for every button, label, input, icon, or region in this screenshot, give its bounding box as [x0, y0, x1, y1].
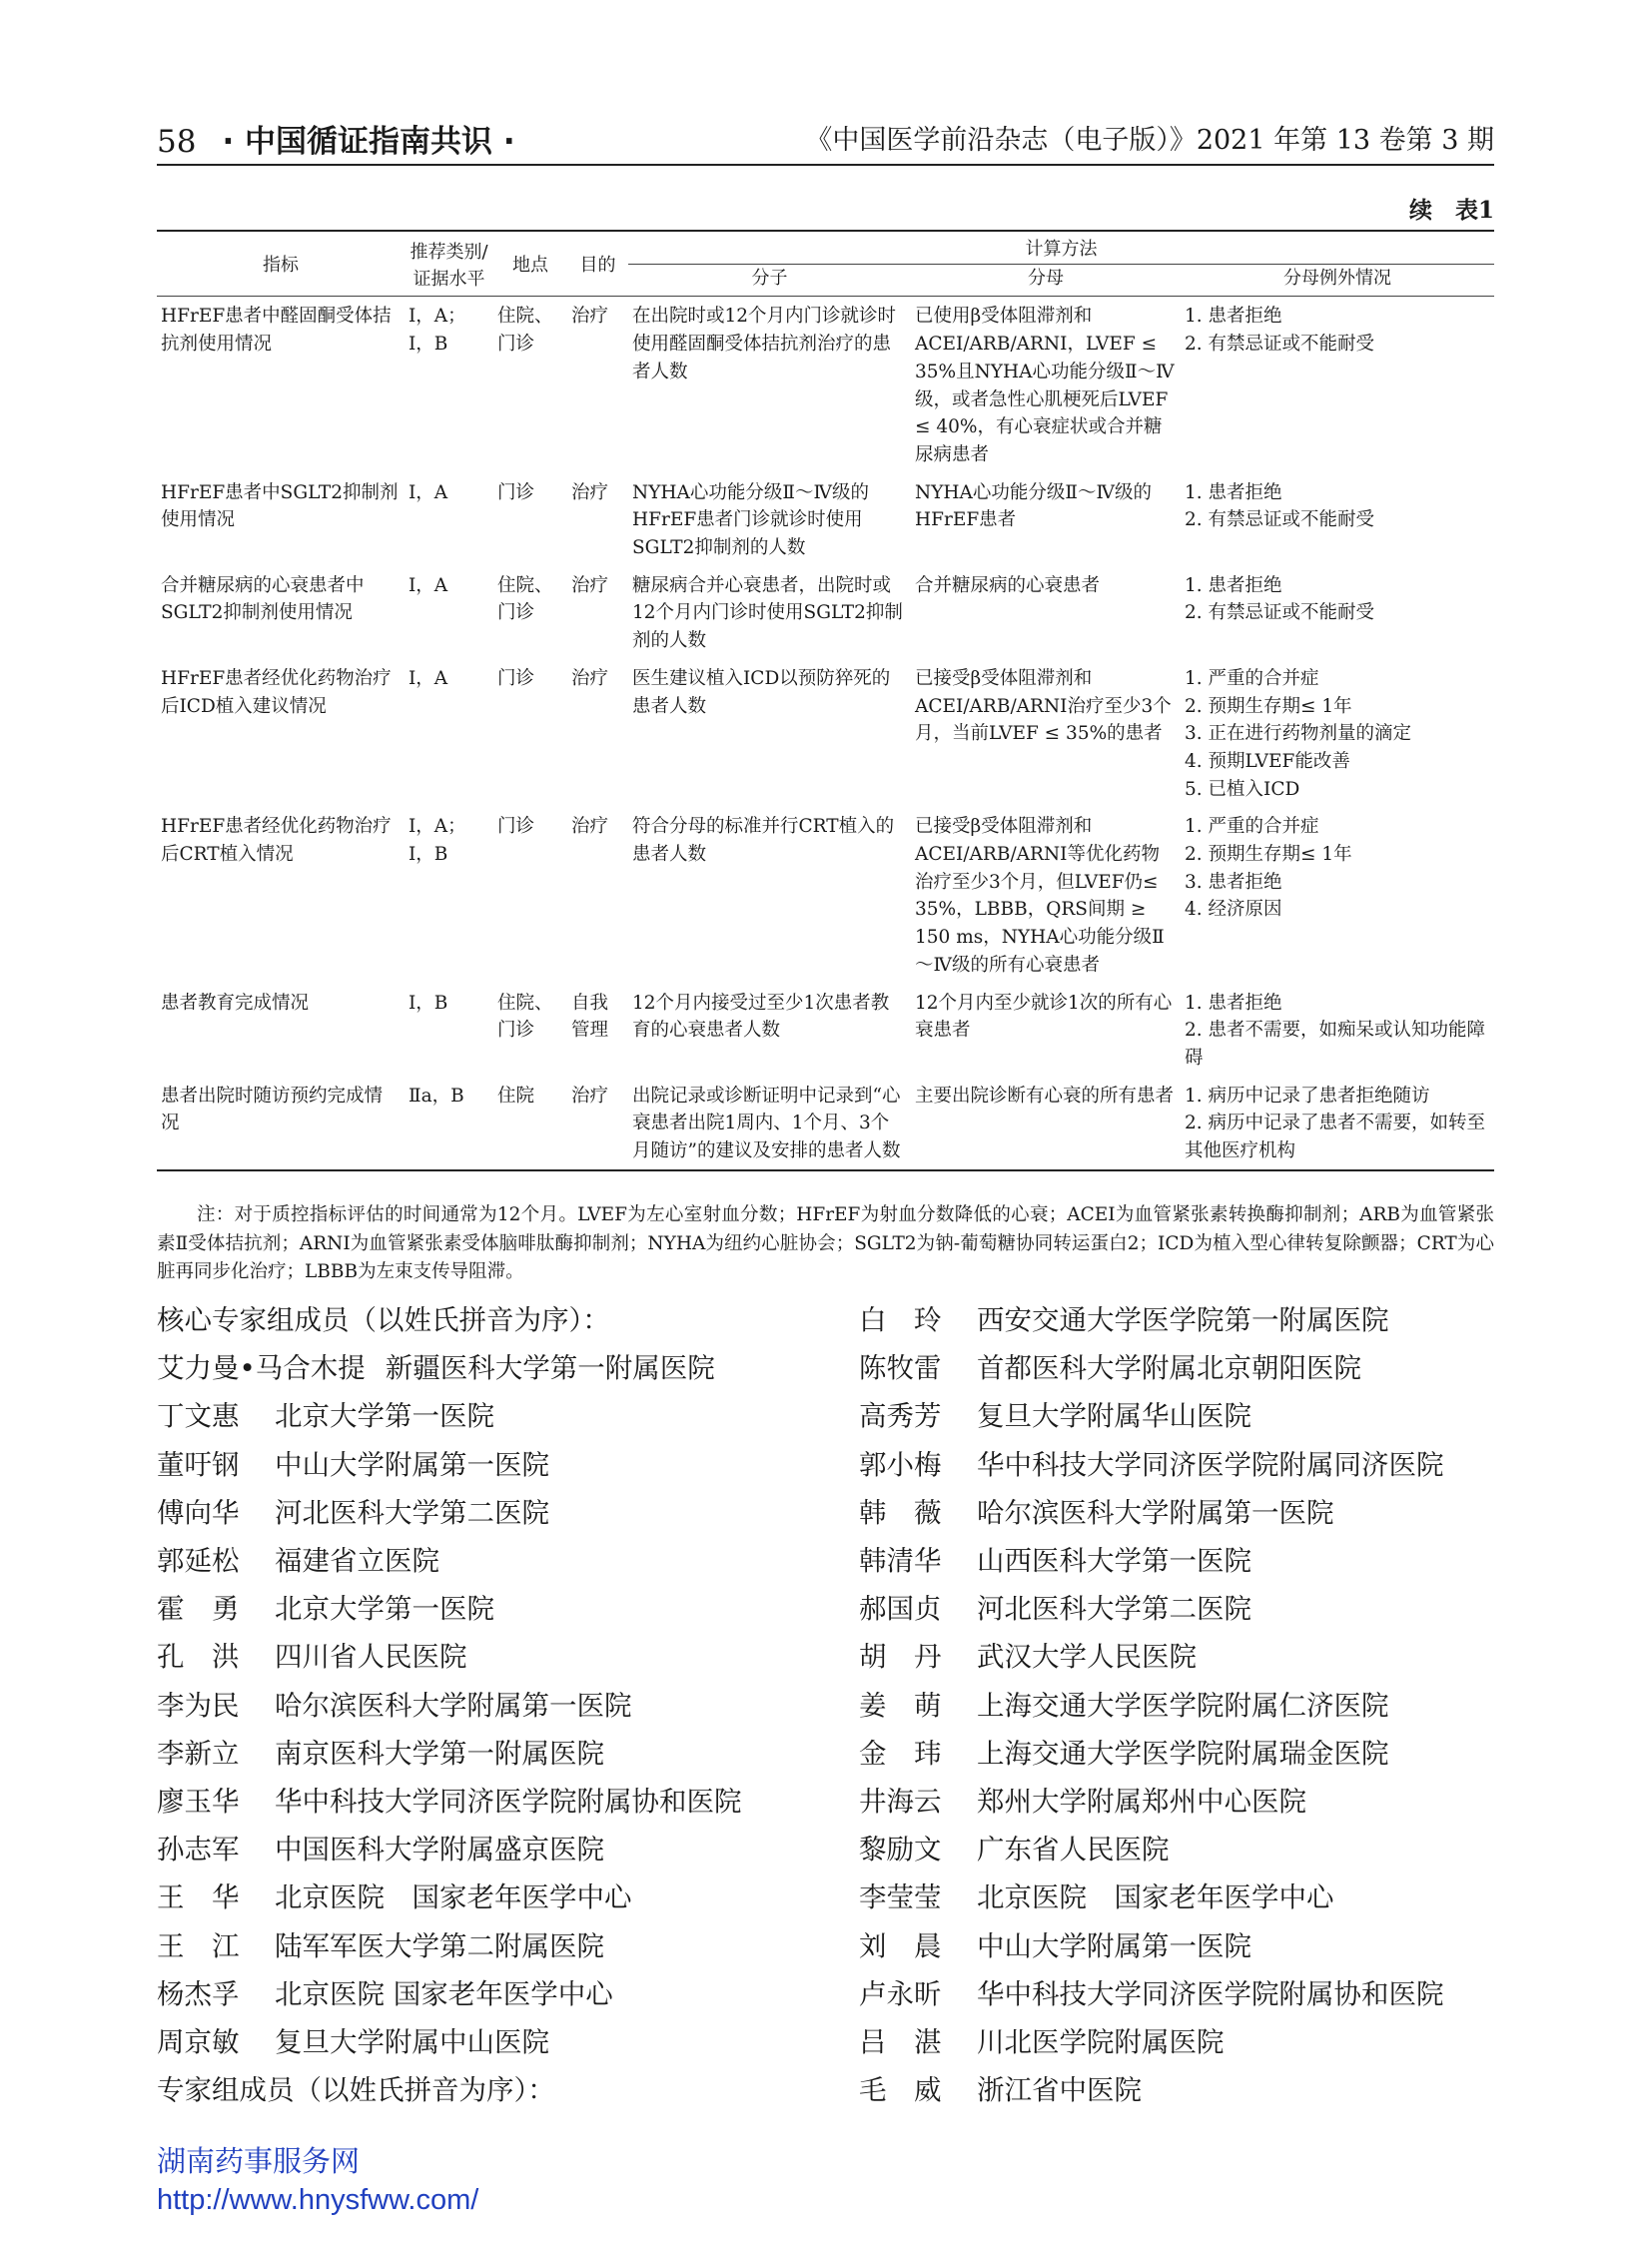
expert-organization: 首都医科大学附属北京朝阳医院 — [977, 1352, 1361, 1385]
cell-purpose: 治疗 — [571, 816, 609, 838]
cell-denominator: 12个月内至少就诊1次的所有心衰患者 — [915, 992, 1173, 1042]
journal-citation: 《中国医学前沿杂志（电子版）》2021 年第 13 卷第 3 期 — [805, 125, 1494, 156]
expert-name: 孙志军 — [157, 1834, 240, 1867]
cell-location: 门诊 — [497, 816, 535, 838]
cell-recommendation: Ⅰ，A — [409, 667, 448, 689]
cell-numerator: 在出院时或12个月内门诊就诊时使用醛固酮受体拮抗剂治疗的患者人数 — [632, 306, 897, 382]
expert-organization: 浙江省中医院 — [977, 2074, 1142, 2107]
expert-name: 王 江 — [157, 1929, 240, 1962]
exception-item: 2. 预期生存期≤ 1年 — [1185, 844, 1352, 866]
exception-item: 1. 患者拒绝 — [1185, 306, 1282, 328]
expert-name: 韩 薇 — [859, 1496, 942, 1529]
expert-entry — [157, 1392, 836, 1440]
exception-item: 5. 已植入ICD — [1185, 778, 1300, 800]
expert-name: 姜 萌 — [859, 1689, 942, 1722]
cell-location: 门诊 — [497, 481, 535, 503]
cell-location: 住院、门诊 — [497, 306, 553, 356]
quality-indicator-table — [157, 230, 1494, 1171]
expert-organization: 四川省人民医院 — [275, 1641, 467, 1674]
expert-name: 董吁钢 — [157, 1448, 240, 1481]
cell-denominator: 已使用β受体阻滞剂和ACEI/ARB/ARNI，LVEF ≤ 35%且NYHA心功能分级Ⅱ～Ⅳ级，或者急性心肌梗死后LVEF ≤ 40%，有心衰症状或合并糖尿病患者 — [915, 306, 1175, 465]
exception-item: 3. 正在进行药物剂量的滴定 — [1185, 723, 1412, 745]
exception-item: 1. 严重的合并症 — [1185, 816, 1319, 838]
expert-name: 周京敏 — [157, 2026, 240, 2059]
cell-exceptions — [1181, 566, 1494, 659]
expert-entry — [157, 1537, 836, 1585]
expert-organization: 西安交通大学医学院第一附属医院 — [977, 1304, 1389, 1336]
expert-column-left — [157, 1296, 836, 2114]
expert-entry — [859, 1344, 1558, 1392]
expert-entry — [859, 1296, 1558, 1344]
expert-name: 杨杰孚 — [157, 1977, 240, 2010]
table-row — [157, 566, 1494, 659]
expert-entry — [859, 1682, 1558, 1730]
expert-organization: 中国医科大学附属盛京医院 — [275, 1834, 604, 1867]
expert-name: 胡 丹 — [859, 1641, 942, 1674]
cell-purpose: 治疗 — [571, 1085, 609, 1107]
cell-indicator: HFrEF患者经优化药物治疗后CRT植入情况 — [161, 816, 392, 866]
expert-organization: 山西医科大学第一医院 — [977, 1545, 1251, 1578]
expert-organization: 福建省立医院 — [275, 1545, 439, 1578]
expert-name: 高秀芳 — [859, 1400, 942, 1433]
expert-name: 韩清华 — [859, 1545, 942, 1578]
cell-indicator: HFrEF患者中SGLT2抑制剂使用情况 — [161, 481, 399, 531]
table-row — [157, 984, 1494, 1077]
table-row — [157, 1077, 1494, 1170]
cell-denominator: 合并糖尿病的心衰患者 — [915, 574, 1101, 596]
cell-indicator: HFrEF患者中醛固酮受体拮抗剂使用情况 — [161, 306, 392, 356]
expert-organization: 中山大学附属第一医院 — [275, 1448, 549, 1481]
cell-recommendation: Ⅰ，A — [409, 574, 448, 596]
watermark — [157, 2143, 478, 2219]
experts-heading: 专家组成员（以姓氏拼音为序）： — [157, 2074, 555, 2107]
exception-item: 2. 预期生存期≤ 1年 — [1185, 695, 1352, 717]
expert-organization: 南京医科大学第一附属医院 — [275, 1737, 604, 1770]
cell-exceptions — [1181, 473, 1494, 566]
expert-entry — [859, 1922, 1558, 1970]
cell-recommendation: Ⅱa，B — [409, 1085, 464, 1107]
expert-entry — [859, 1489, 1558, 1537]
expert-name: 黎励文 — [859, 1834, 942, 1867]
exception-item: 1. 患者拒绝 — [1185, 992, 1282, 1014]
cell-exceptions — [1181, 659, 1494, 808]
expert-entry — [157, 2018, 836, 2066]
expert-organization: 上海交通大学医学院附属瑞金医院 — [977, 1737, 1389, 1770]
expert-name: 廖玉华 — [157, 1786, 240, 1819]
expert-entry — [859, 1826, 1558, 1873]
expert-organization: 北京大学第一医院 — [275, 1593, 494, 1626]
expert-name: 陈牧雷 — [859, 1352, 942, 1385]
expert-organization: 复旦大学附属中山医院 — [275, 2026, 549, 2059]
expert-entry — [859, 1730, 1558, 1778]
expert-name: 李莹莹 — [859, 1881, 942, 1914]
expert-name: 霍 勇 — [157, 1593, 240, 1626]
expert-name: 孔 洪 — [157, 1641, 240, 1674]
cell-numerator: 符合分母的标准并行CRT植入的患者人数 — [632, 816, 895, 866]
expert-entry — [157, 1778, 836, 1826]
expert-organization: 北京医院 国家老年医学中心 — [977, 1881, 1334, 1914]
header-left — [157, 116, 515, 161]
watermark-url: http://www.hnysfww.com/ — [157, 2184, 479, 2216]
expert-organization: 华中科技大学同济医学院附属同济医院 — [977, 1448, 1444, 1481]
cell-numerator: NYHA心功能分级Ⅱ～Ⅳ级的HFrEF患者门诊就诊时使用SGLT2抑制剂的人数 — [632, 481, 869, 559]
running-header — [157, 104, 1494, 166]
cell-recommendation: Ⅰ，A — [409, 481, 448, 503]
header-numerator: 分子 — [751, 267, 788, 289]
watermark-site-name: 湖南药事服务网 — [157, 2146, 361, 2178]
expert-entry — [157, 1585, 836, 1633]
expert-entry — [859, 2066, 1558, 2114]
table-note: 注：对于质控指标评估的时间通常为12个月。LVEF为左心室射血分数；HFrEF为射血分数降低的心衰；ACEI为血管紧张素转换酶抑制剂；ARB为血管紧张素Ⅱ受体拮抗剂；ARNI为血管紧张素受体脑啡肽酶抑制剂；NYHA为纽约心脏协会；SGLT2为钠-葡萄糖协同转运蛋白2；ICD为植入型心律转复除颤器；CRT为心脏再同步化治疗；LBBB为左束支传导阻滞。 — [157, 1204, 1494, 1282]
expert-entry — [859, 1441, 1558, 1489]
exception-item: 2. 病历中记录了患者不需要，如转至其他医疗机构 — [1185, 1113, 1486, 1162]
expert-organization: 北京医院 国家老年医学中心 — [275, 1881, 632, 1914]
expert-name: 郭小梅 — [859, 1448, 942, 1481]
cell-exceptions — [1181, 807, 1494, 983]
expert-organization: 中山大学附属第一医院 — [977, 1929, 1251, 1962]
expert-name: 郝国贞 — [859, 1593, 942, 1626]
expert-name: 丁文惠 — [157, 1400, 240, 1433]
cell-exceptions — [1181, 1077, 1494, 1170]
expert-entry — [157, 1682, 836, 1730]
expert-entry — [859, 1873, 1558, 1921]
expert-name: 毛 威 — [859, 2074, 942, 2107]
exception-item: 3. 患者拒绝 — [1185, 871, 1282, 893]
expert-entry — [157, 1489, 836, 1537]
expert-organization: 武汉大学人民医院 — [977, 1641, 1197, 1674]
expert-entry — [157, 1970, 836, 2018]
exception-item: 1. 患者拒绝 — [1185, 481, 1282, 503]
expert-name: 王 华 — [157, 1881, 240, 1914]
expert-entry — [859, 1392, 1558, 1440]
cell-purpose: 治疗 — [571, 481, 609, 503]
page-number: 58 — [157, 124, 197, 160]
expert-organization: 广东省人民医院 — [977, 1834, 1170, 1867]
expert-organization: 新疆医科大学第一附属医院 — [385, 1352, 715, 1385]
expert-organization: 复旦大学附属华山医院 — [977, 1400, 1251, 1433]
expert-entry — [157, 1826, 836, 1873]
expert-entry — [859, 1537, 1558, 1585]
expert-name: 李新立 — [157, 1737, 240, 1770]
expert-name: 白 玲 — [859, 1304, 942, 1336]
expert-organization: 川北医学院附属医院 — [977, 2026, 1225, 2059]
exception-item: 4. 预期LVEF能改善 — [1185, 750, 1350, 772]
section-title: · 中国循证指南共识 · — [222, 124, 515, 160]
expert-column-right — [859, 1296, 1558, 2114]
exception-item: 2. 有禁忌证或不能耐受 — [1185, 509, 1375, 531]
expert-name: 艾力曼•马合木提 — [157, 1352, 366, 1385]
expert-organization: 北京大学第一医院 — [275, 1400, 494, 1433]
header-location: 地点 — [512, 255, 548, 277]
cell-numerator: 12个月内接受过至少1次患者教育的心衰患者人数 — [632, 992, 890, 1042]
cell-numerator: 医生建议植入ICD以预防猝死的患者人数 — [632, 667, 891, 717]
expert-name: 金 玮 — [859, 1737, 942, 1770]
header-indicator: 指标 — [263, 255, 299, 277]
cell-indicator: 合并糖尿病的心衰患者中SGLT2抑制剂使用情况 — [161, 574, 365, 624]
exception-item: 1. 严重的合并症 — [1185, 667, 1319, 689]
header-denominator: 分母 — [1028, 267, 1064, 289]
cell-exceptions — [1181, 984, 1494, 1077]
expert-name: 吕 湛 — [859, 2026, 942, 2059]
expert-organization: 哈尔滨医科大学附属第一医院 — [977, 1496, 1334, 1529]
exception-item: 1. 患者拒绝 — [1185, 574, 1282, 596]
expert-entry — [157, 1730, 836, 1778]
expert-entry — [157, 1873, 836, 1921]
table-row — [157, 659, 1494, 808]
cell-denominator: NYHA心功能分级Ⅱ～Ⅳ级的HFrEF患者 — [915, 481, 1152, 531]
cell-purpose: 自我管理 — [571, 992, 609, 1042]
cell-indicator: 患者出院时随访预约完成情况 — [161, 1085, 384, 1134]
table-continuation-label: 续 表1 — [1408, 197, 1494, 224]
cell-numerator: 糖尿病合并心衰患者，出院时或12个月内门诊时使用SGLT2抑制剂的人数 — [632, 574, 903, 652]
table-row — [157, 473, 1494, 566]
cell-location: 住院 — [497, 1085, 535, 1107]
expert-entry — [157, 1633, 836, 1681]
expert-name: 井海云 — [859, 1786, 942, 1819]
expert-entry — [157, 1441, 836, 1489]
expert-entry — [157, 1344, 836, 1392]
exception-item: 2. 患者不需要，如痴呆或认知功能障碍 — [1185, 1020, 1486, 1069]
cell-purpose: 治疗 — [571, 667, 609, 689]
cell-recommendation: Ⅰ，B — [409, 992, 448, 1014]
cell-location: 住院、门诊 — [497, 574, 553, 624]
cell-location: 住院、门诊 — [497, 992, 553, 1042]
cell-purpose: 治疗 — [571, 574, 609, 596]
header-purpose: 目的 — [579, 255, 616, 277]
cell-location: 门诊 — [497, 667, 535, 689]
expert-entry — [859, 1970, 1558, 2018]
header-recommendation: 推荐类别/证据水平 — [410, 241, 488, 291]
cell-indicator: 患者教育完成情况 — [161, 992, 310, 1014]
cell-recommendation: Ⅰ，A；Ⅰ，B — [409, 306, 466, 356]
expert-organization: 华中科技大学同济医学院附属协和医院 — [977, 1977, 1444, 2010]
header-method: 计算方法 — [628, 231, 1494, 264]
core-experts-heading: 核心专家组成员（以姓氏拼音为序）： — [157, 1304, 610, 1336]
expert-organization: 河北医科大学第二医院 — [977, 1593, 1251, 1626]
expert-organization: 华中科技大学同济医学院附属协和医院 — [275, 1786, 742, 1819]
expert-name: 卢永昕 — [859, 1977, 942, 2010]
expert-entry — [859, 1585, 1558, 1633]
cell-exceptions — [1181, 297, 1494, 473]
expert-entry — [859, 2018, 1558, 2066]
header-exceptions: 分母例外情况 — [1283, 267, 1392, 289]
expert-entry — [859, 1633, 1558, 1681]
expert-organization: 陆军军医大学第二附属医院 — [275, 1929, 604, 1962]
table-row — [157, 807, 1494, 983]
expert-name: 刘 晨 — [859, 1929, 942, 1962]
expert-organization: 哈尔滨医科大学附属第一医院 — [275, 1689, 632, 1722]
expert-organization: 河北医科大学第二医院 — [275, 1496, 549, 1529]
expert-name: 郭延松 — [157, 1545, 240, 1578]
table-row — [157, 297, 1494, 473]
expert-entry — [859, 1778, 1558, 1826]
cell-denominator: 主要出院诊断有心衰的所有患者 — [915, 1085, 1175, 1107]
expert-name: 李为民 — [157, 1689, 240, 1722]
cell-numerator: 出院记录或诊断证明中记录到“心衰患者出院1周内、1个月、3个月随访”的建议及安排的患者人数 — [632, 1085, 901, 1162]
exception-item: 4. 经济原因 — [1185, 899, 1282, 921]
expert-name: 傅向华 — [157, 1496, 240, 1529]
cell-indicator: HFrEF患者经优化药物治疗后ICD植入建议情况 — [161, 667, 392, 717]
expert-organization: 上海交通大学医学院附属仁济医院 — [977, 1689, 1389, 1722]
cell-purpose: 治疗 — [571, 306, 609, 328]
cell-denominator: 已接受β受体阻滞剂和ACEI/ARB/ARNI治疗至少3个月，当前LVEF ≤ 35%的患者 — [915, 667, 1172, 745]
expert-organization: 北京医院 国家老年医学中心 — [275, 1977, 613, 2010]
cell-denominator: 已接受β受体阻滞剂和ACEI/ARB/ARNI等优化药物治疗至少3个月，但LVEF仍≤ 35%，LBBB，QRS间期 ≥ 150 ms，NYHA心功能分级Ⅱ～Ⅳ级的所有心衰患者 — [915, 816, 1165, 976]
expert-entry — [157, 1922, 836, 1970]
exception-item: 2. 有禁忌证或不能耐受 — [1185, 602, 1375, 624]
expert-organization: 郑州大学附属郑州中心医院 — [977, 1786, 1306, 1819]
exception-item: 2. 有禁忌证或不能耐受 — [1185, 334, 1375, 356]
exception-item: 1. 病历中记录了患者拒绝随访 — [1185, 1085, 1430, 1107]
cell-recommendation: Ⅰ，A；Ⅰ，B — [409, 816, 466, 866]
